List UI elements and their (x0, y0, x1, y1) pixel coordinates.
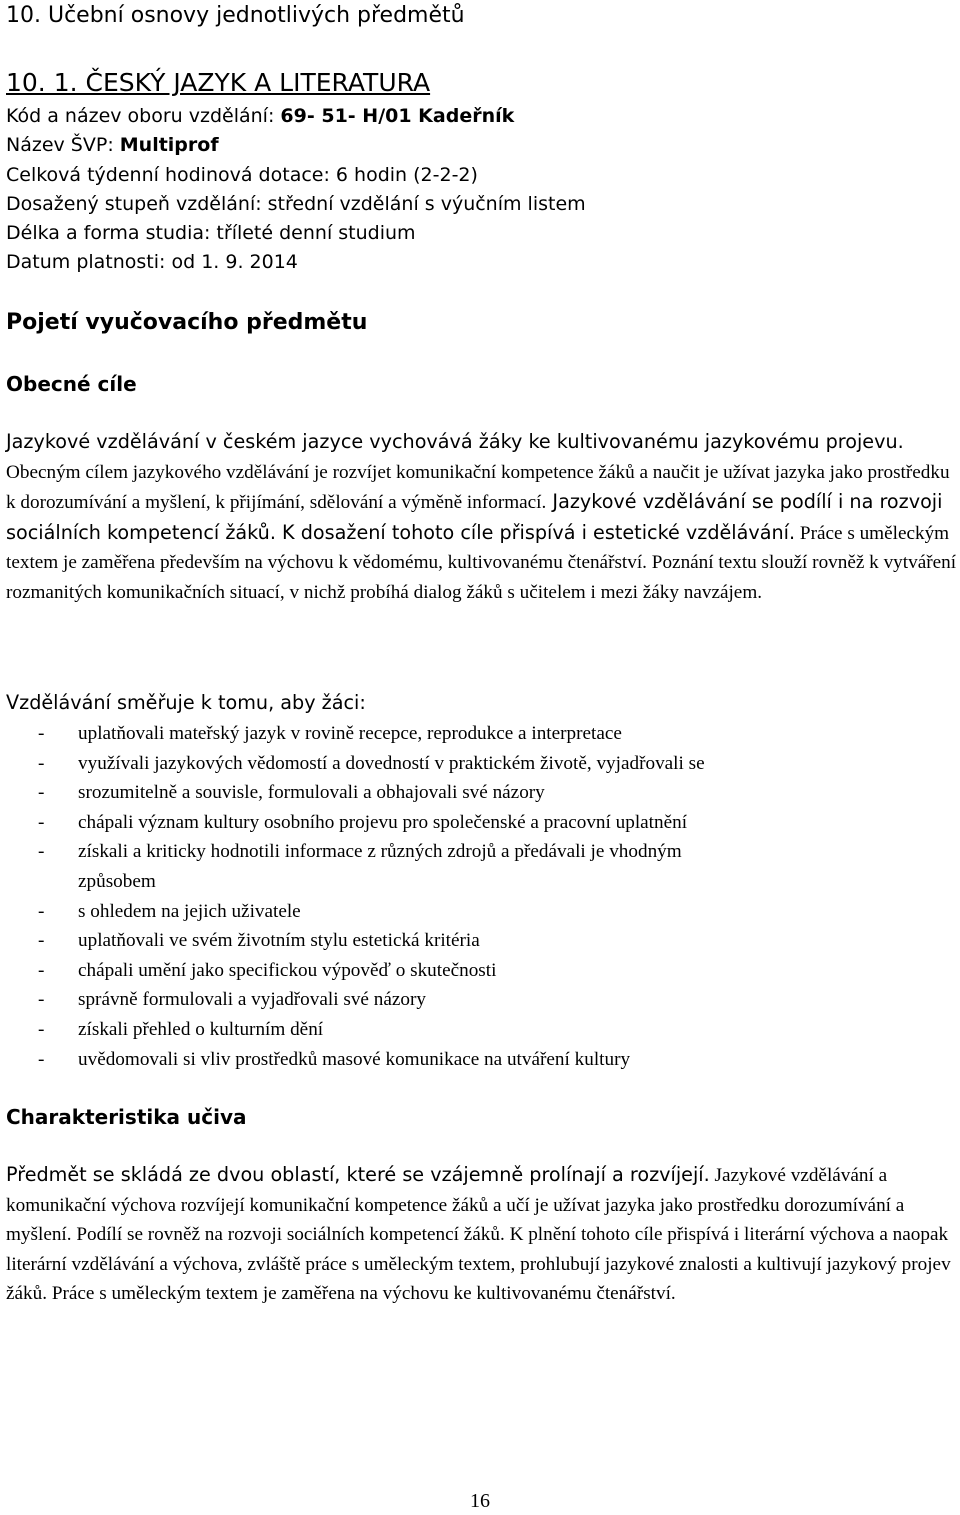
charakteristika-sentence-2: Jazykové vzdělávání a komunikační výchova rozvíjejí komunikační kompetence žáků a učí je užívat jazyka jako prostředku dorozumívání a myšlení. (6, 1165, 905, 1245)
list-item-text: správně formulovali a vyjadřovali své názory (78, 989, 426, 1011)
meta-kod-label: Kód a název oboru vzdělání: (6, 105, 281, 127)
list-item (6, 719, 705, 749)
charakteristika-heading: Charakteristika učiva (6, 1105, 247, 1129)
list-item (6, 985, 705, 1015)
list-item-text: získali přehled o kulturním dění (78, 1018, 324, 1040)
charakteristika-paragraph (6, 1160, 958, 1309)
list-item-text: způsobem (78, 870, 156, 892)
list-item (6, 837, 705, 867)
list-item (6, 926, 705, 956)
list-item-text: uvědomovali si vliv prostředků masové komunikace na utváření kultury (78, 1048, 631, 1070)
meta-delka: Délka a forma studia: tříleté denní studium (6, 222, 416, 245)
list-item-text: s ohledem na jejich uživatele (78, 900, 301, 922)
list-item-continuation (6, 867, 705, 897)
charakteristika-sentence-4: K plnění tohoto cíle přispívá i literární výchova a naopak literární vzdělávání a výchova, zvláště práce s uměleckým textem, prohlubují jazykové znalosti a kultivují jazykový projev žáků. (6, 1224, 951, 1304)
goals-list (6, 719, 705, 1074)
charakteristika-sentence-5: Práce s uměleckým textem je zaměřena na výchovu ke kultivovanému čtenářství. (47, 1283, 676, 1304)
chapter-title: 10. Učební osnovy jednotlivých předmětů (6, 3, 465, 28)
obecne-cile-sentence-1: Jazykové vzdělávání v českém jazyce vychovává žáky ke kultivovanému jazykovému projevu. (6, 430, 904, 453)
charakteristika-text (6, 1160, 958, 1309)
meta-svp-label: Název ŠVP: (6, 134, 120, 157)
pojeti-heading: Pojetí vyučovacího předmětu (6, 310, 368, 335)
list-dash: - (38, 841, 45, 863)
list-item-text: využívali jazykových vědomostí a dovedností v praktickém životě, vyjadřovali se (78, 752, 705, 774)
section-title: 10. 1. ČESKÝ JAZYK A LITERATURA (6, 68, 431, 97)
list-item-text: chápali umění jako specifickou výpověď o skutečnosti (78, 959, 497, 981)
list-item-text: uplatňovali ve svém životním stylu estetická kritéria (78, 930, 480, 952)
obecne-cile-paragraph (6, 427, 958, 607)
list-item-text: získali a kriticky hodnotili informace z různých zdrojů a předávali je vhodným (78, 841, 682, 863)
charakteristika-sentence-3: Podílí se rovněž na rozvoji sociálních kompetencí žáků. (71, 1224, 505, 1245)
list-item (6, 897, 705, 927)
list-dash: - (38, 752, 45, 774)
list-dash: - (38, 1048, 45, 1070)
obecne-cile-sentence-3: Jazykové vzdělávání se podílí i na rozvoji sociálních kompetencí žáků. K dosažení tohoto cíle přispívá i estetické vzdělávání. (6, 490, 943, 544)
obecne-cile-text (6, 427, 958, 607)
list-dash: - (38, 811, 45, 833)
list-item-text: uplatňovali mateřský jazyk v rovině recepce, reprodukce a interpretace (78, 723, 622, 744)
list-item (6, 778, 705, 808)
list-dash: - (38, 930, 45, 952)
meta-platnost: Datum platnosti: od 1. 9. 2014 (6, 251, 298, 274)
page-number: 16 (470, 1490, 490, 1512)
obecne-cile-heading: Obecné cíle (6, 372, 137, 396)
list-dash: - (38, 959, 45, 981)
list-dash: - (38, 989, 45, 1011)
charakteristika-sentence-1: Předmět se skládá ze dvou oblastí, které se vzájemně prolínají a rozvíjejí. (6, 1163, 710, 1186)
obecne-cile-sentence-5: Poznání textu slouží rovněž k vytváření rozmanitých komunikačních situací, v nichž probíhá dialog žáků s učitelem i mezi žáky navzájem. (6, 552, 957, 603)
list-dash: - (38, 1018, 45, 1040)
list-intro: Vzdělávání směřuje k tomu, aby žáci: (6, 691, 366, 714)
meta-svp (6, 131, 586, 160)
list-dash: - (38, 782, 45, 804)
obecne-cile-sentence-2: Obecným cílem jazykového vzdělávání je rozvíjet komunikační kompetence žáků a naučit je užívat jazyka jako prostředku k dorozumívání a myšlení, k přijímání, sdělování a výměně informací. (6, 461, 950, 513)
meta-svp-value: Multiprof (119, 134, 219, 157)
obecne-cile-sentence-4: Práce s uměleckým textem je zaměřena především na výchovu k vědomému, kultivovanému čtenářství. (6, 522, 950, 573)
meta-kod (6, 102, 586, 131)
list-item (6, 1015, 705, 1045)
meta-dotace: Celková týdenní hodinová dotace: 6 hodin (2-2-2) (6, 163, 478, 186)
list-item-text: srozumitelně a souvisle, formulovali a obhajovali své názory (78, 782, 545, 804)
meta-kod-value: 69- 51- H/01 Kadeřník (280, 105, 515, 127)
list-dash: - (38, 723, 45, 744)
list-item (6, 956, 705, 986)
list-dash: - (38, 900, 45, 922)
list-item (6, 808, 705, 838)
list-item (6, 749, 705, 779)
subject-metadata (6, 102, 586, 278)
meta-stupen: Dosažený stupeň vzdělání: střední vzdělání s výučním listem (6, 192, 586, 215)
list-item (6, 1045, 705, 1075)
list-item-text: chápali význam kultury osobního projevu pro společenské a pracovní uplatnění (78, 811, 688, 833)
